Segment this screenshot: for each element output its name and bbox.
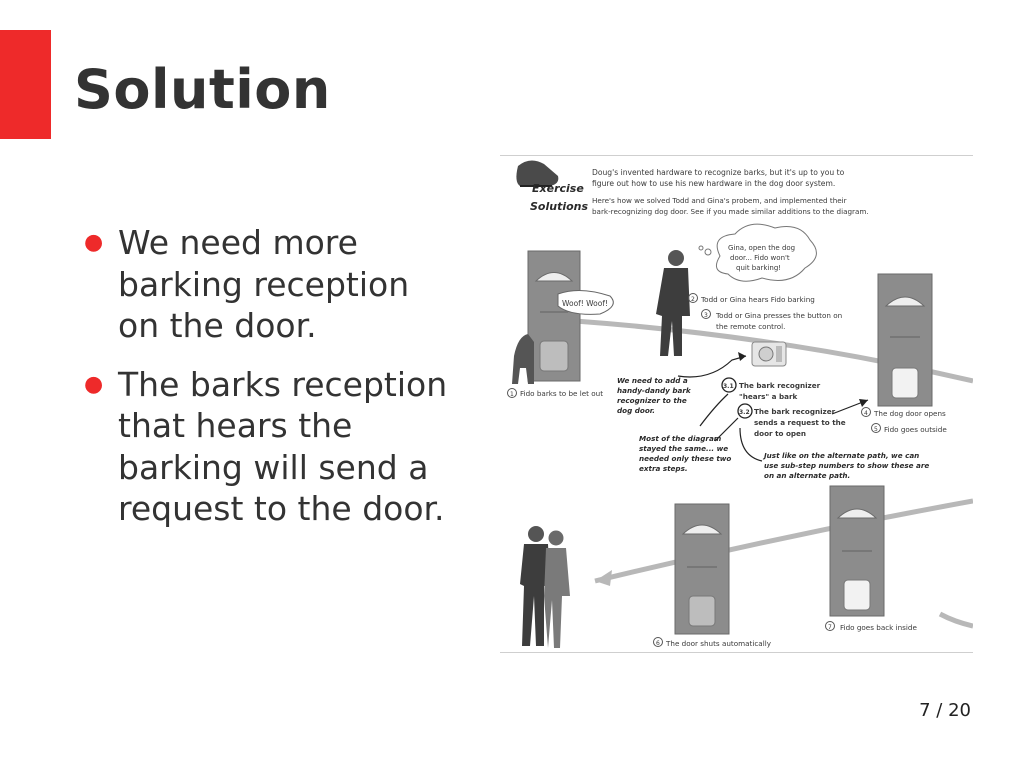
note-2: stayed the same... we	[639, 444, 729, 453]
svg-text:5: 5	[874, 426, 878, 433]
thought-line: quit barking!	[736, 264, 782, 272]
step-3-2-label: The bark recognizer	[754, 407, 836, 416]
note-1: We need to add a	[617, 376, 688, 385]
note-2: needed only these two	[639, 454, 732, 463]
svg-text:4: 4	[864, 410, 868, 417]
step-6-label: The door shuts automatically	[666, 639, 771, 648]
bullet-text: The barks reception that hears the barking will send a request to the door.	[118, 364, 448, 528]
return-path-arrow	[595, 501, 973, 581]
note-3: Just like on the alternate path, we can	[764, 451, 920, 460]
step-7-label: Fido goes back inside	[840, 623, 917, 632]
step-3-label: the remote control.	[716, 322, 786, 331]
note-2: extra steps.	[639, 464, 688, 473]
step-2-label: Todd or Gina hears Fido barking	[701, 295, 815, 304]
woof-bubble: Woof! Woof!	[562, 299, 608, 308]
thought-line: Gina, open the dog	[728, 244, 796, 252]
svg-text:3.1: 3.1	[723, 383, 734, 390]
note-arrow	[700, 394, 728, 426]
note-arrow	[678, 356, 746, 377]
intro-line: figure out how to use his new hardware in the dog door system.	[592, 179, 836, 188]
svg-text:3.2: 3.2	[739, 409, 750, 416]
intro-line: Doug's invented hardware to recognize barks, but it's up to you to	[592, 168, 845, 177]
door-icon	[675, 504, 729, 634]
bullet-item	[84, 222, 454, 347]
figure-heading-2: Solutions	[530, 200, 589, 213]
accent-bar	[0, 30, 51, 139]
bullet-item	[84, 364, 454, 530]
thought-line: door... Fido won't	[730, 254, 790, 262]
bullet-dot-icon: ●	[84, 230, 104, 255]
note-1: recognizer to the	[617, 396, 687, 405]
arrow-head-icon	[738, 352, 746, 361]
bullet-list	[84, 222, 454, 547]
step-3-2-label: door to open	[754, 429, 807, 438]
bullet-text: We need more barking reception on the door.	[118, 223, 410, 345]
note-3: on an alternate path.	[764, 471, 851, 480]
slide-title: Solution	[74, 58, 331, 121]
step-3-1-label: The bark recognizer	[739, 381, 821, 390]
step-3-1-label: "hears" a bark	[739, 392, 798, 401]
page-number: 7 / 20	[919, 700, 971, 721]
step-3-label: Todd or Gina presses the button on	[716, 311, 843, 320]
door-icon	[830, 486, 884, 616]
intro-line: Here's how we solved Todd and Gina's probem, and implemented their	[592, 196, 847, 205]
door-icon	[528, 251, 580, 381]
step-5-label: Fido goes outside	[884, 425, 947, 434]
note-3: use sub-step numbers to show these are	[764, 461, 930, 470]
svg-text:1: 1	[510, 391, 514, 398]
step-3-2-label: sends a request to the	[754, 418, 846, 427]
note-2: Most of the diagram	[639, 434, 722, 443]
couple-icon	[520, 526, 570, 648]
svg-text:2: 2	[691, 296, 695, 303]
step-1-label: Fido barks to be let out	[520, 389, 604, 398]
door-icon	[878, 274, 932, 406]
note-1: handy-dandy bark	[617, 386, 691, 395]
svg-text:7: 7	[828, 624, 832, 631]
intro-line: bark-recognizing dog door. See if you made similar additions to the diagram.	[592, 207, 869, 216]
person-icon	[656, 250, 690, 356]
bullet-dot-icon: ●	[84, 371, 104, 397]
figure-heading-1: Exercise	[532, 182, 584, 195]
exercise-solution-figure	[500, 155, 973, 653]
bark-recognizer-icon	[752, 342, 786, 366]
note-1: dog door.	[617, 406, 655, 415]
svg-text:6: 6	[656, 640, 660, 647]
return-path-arrow-end	[940, 614, 973, 626]
step-4-label: The dog door opens	[874, 409, 946, 418]
svg-text:3: 3	[704, 312, 708, 319]
figure-canvas	[500, 156, 973, 652]
dog-icon	[512, 334, 534, 384]
